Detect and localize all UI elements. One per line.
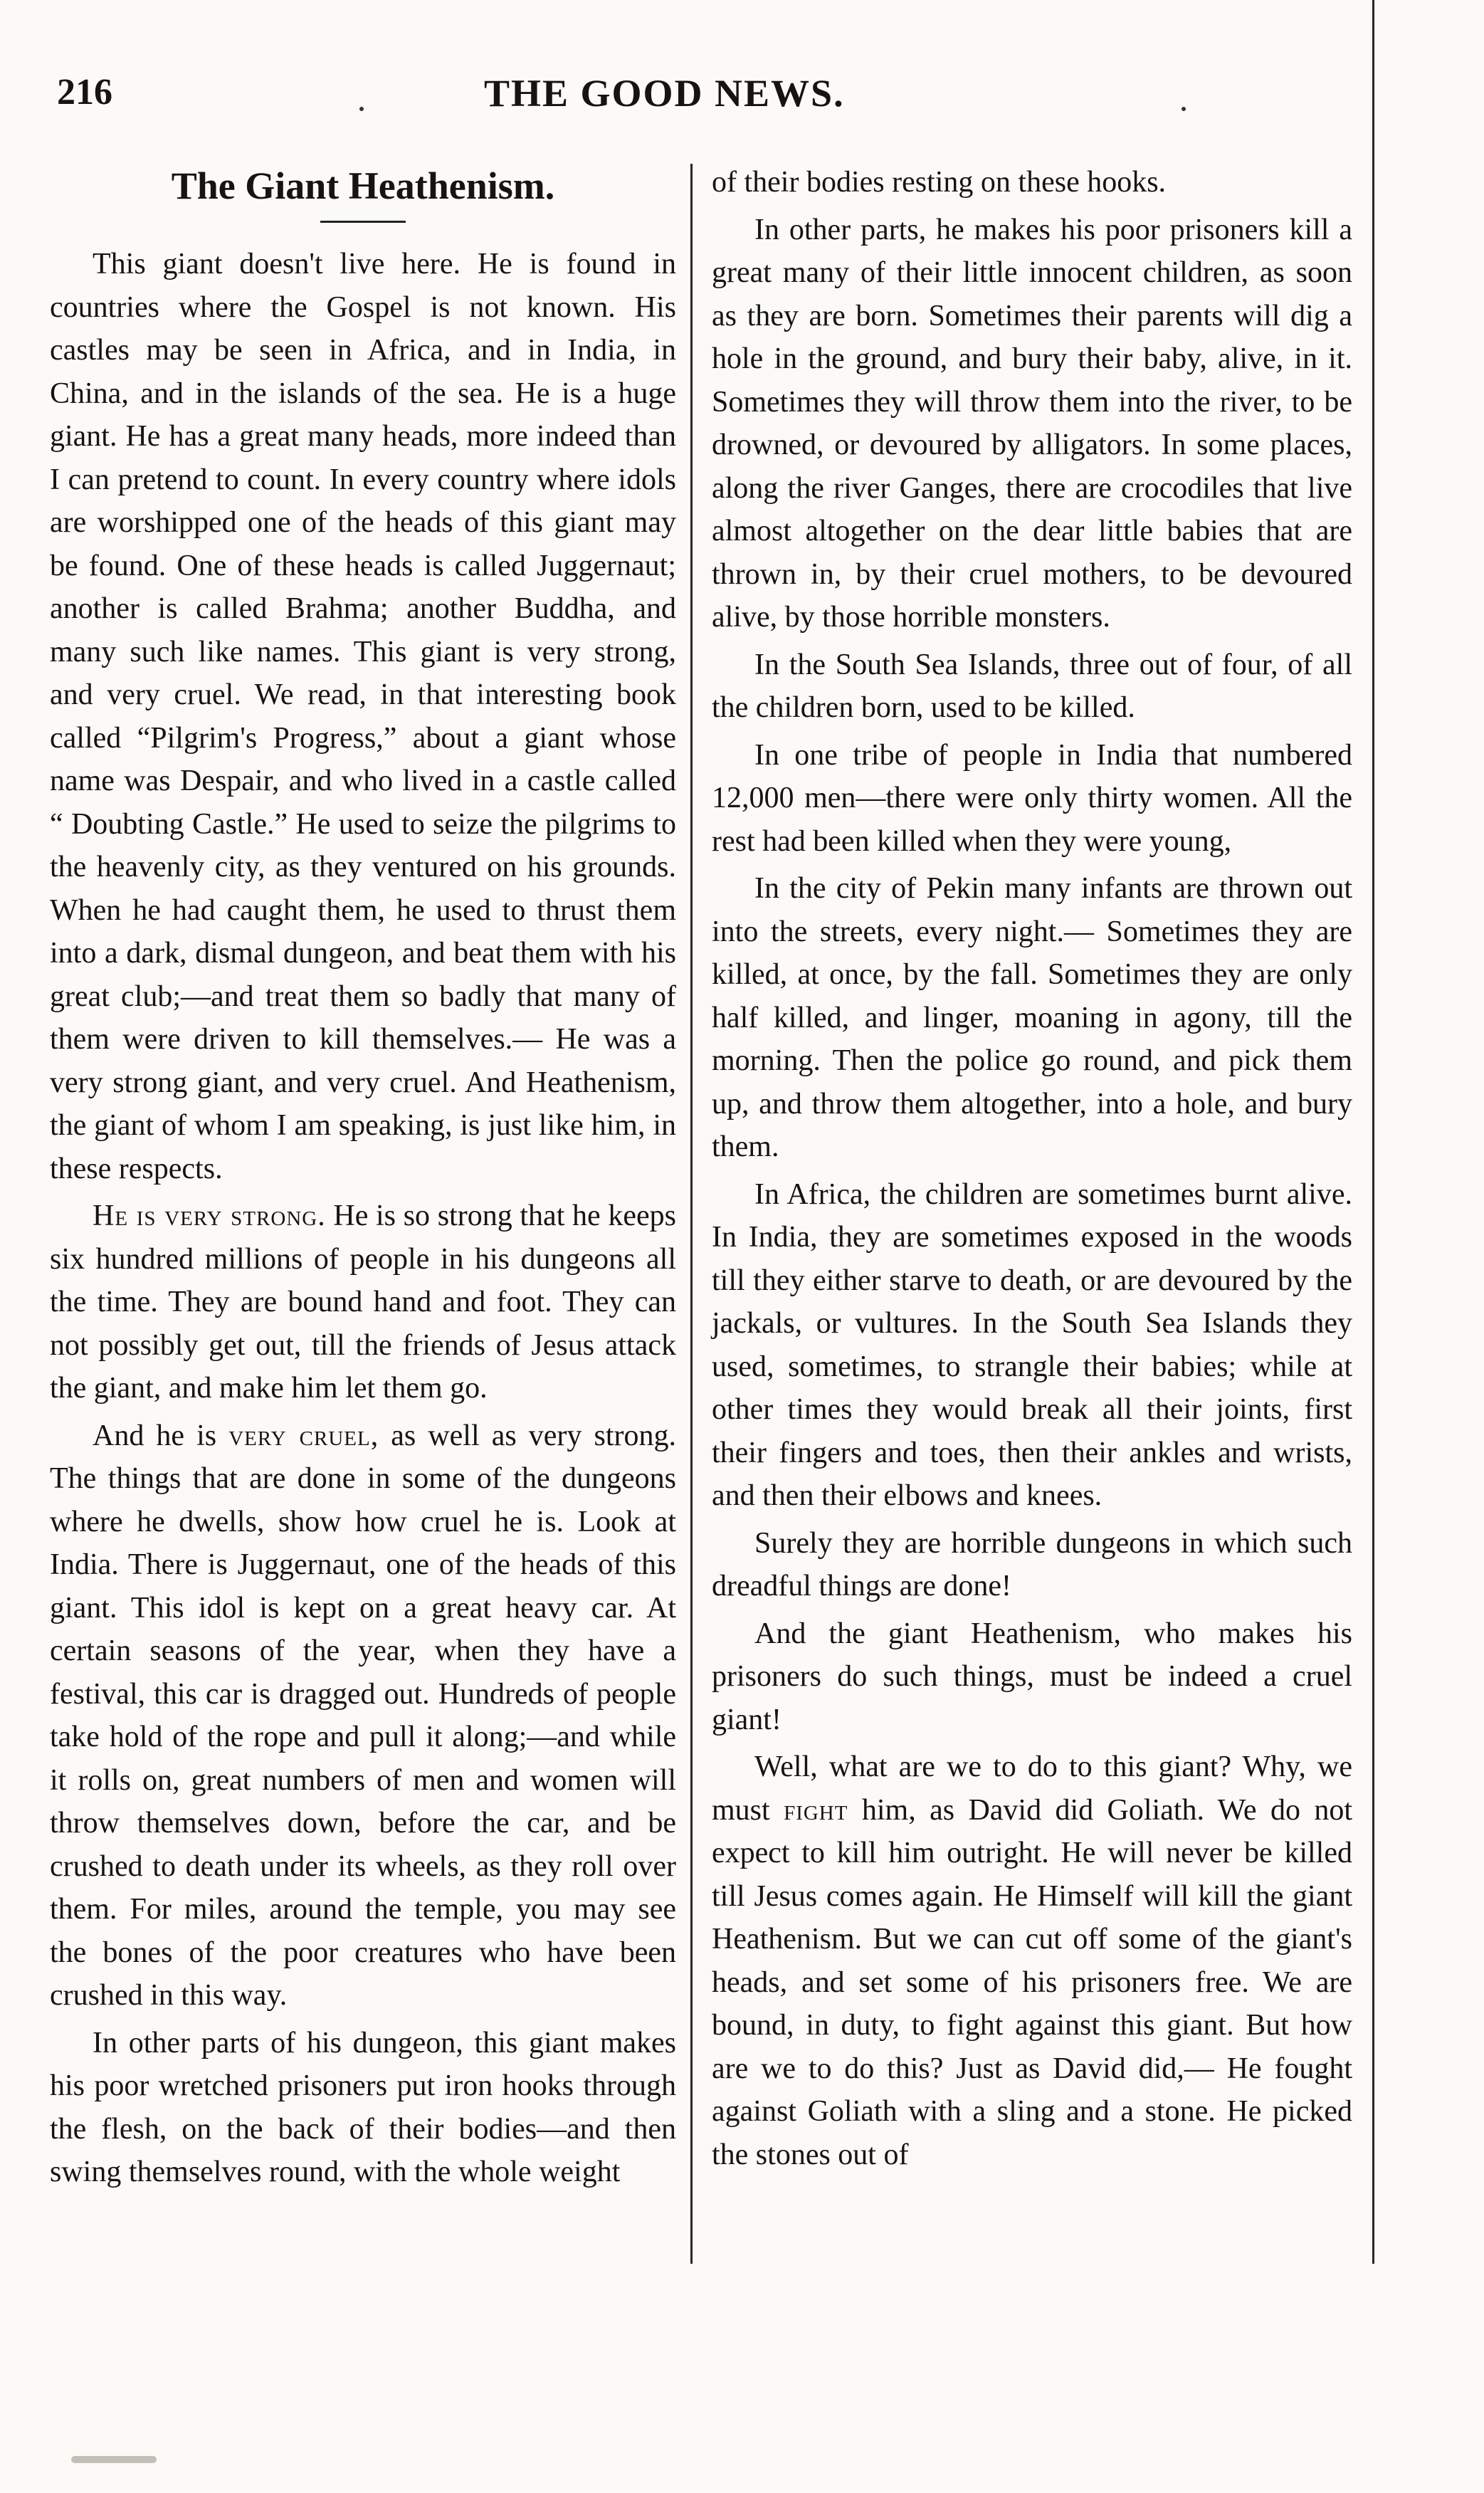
title-rule — [320, 221, 406, 223]
paragraph-text: And he is — [93, 1419, 229, 1452]
right-column — [712, 161, 1352, 2180]
page-edge-rule — [1372, 0, 1374, 2264]
paragraph: In other parts of his dungeon, this giant makes his poor wretched prisoners put iron hooks through the flesh, on the back of their bodies—and then swing themselves round, with the whole weight — [50, 2026, 676, 2188]
small-caps-lead: He is very strong. — [93, 1200, 326, 1232]
paragraph-text: him, as David did Goliath. We do not expect to kill him outright. He will never be killed till Jesus comes again. He Himself will kill the giant Heathenism. But we can cut off some of the giant's heads, and set some of his prisoners free. We are bound, in duty, to fight against this giant. But how are we to do this? Just as David did,— He fought against Goliath with a sling and a stone. He picked the stones out of — [712, 1793, 1352, 2171]
paragraph-text: He is so strong that he keeps six hundred millions of people in his dungeons all the time. They are bound hand and foot. They can not possibly get out, till the friends of Jesus attack the giant, and make him let them go. — [50, 1200, 676, 1405]
paragraph: In other parts, he makes his poor prisoners kill a great many of their little innocent children, as soon as they are born. Sometimes their parents will dig a hole in the ground, and bury their baby, alive, in it. Sometimes they will throw them into the river, to be drowned, or devoured by alligators. In some places, along the river Ganges, there are crocodiles that live almost altogether on the dear little babies that are thrown in, by their cruel mothers, to be devoured alive, by those horrible monsters. — [712, 213, 1352, 634]
paragraph: This giant doesn't live here. He is found in countries where the Gospel is not known. His castles may be seen in Africa, and in India, in China, and in the islands of the sea. He is a huge giant. He has a great many heads, more indeed than I can pretend to count. In every country where idols are worshipped one of the heads of this giant may be found. One of these heads is called Juggernaut; another is called Brahma; another Buddha, and many such like names. This giant is very strong, and very cruel. We read, in that interesting book called “Pilgrim's Progress,” about a giant whose name was Despair, and who lived in a castle called “ Doubting Castle.” He used to seize the pilgrims to the heavenly city, as they ventured on his grounds. When he had caught them, he used to thrust them into a dark, dismal dungeon, and beat them with his great club;—and treat them so badly that many of them were driven to kill themselves.— He was a very strong giant, and very cruel. And Heathenism, the giant of whom I am speaking, is just like him, in these respects. — [50, 248, 676, 1185]
paragraph: In the city of Pekin many infants are thrown out into the streets, every night.— Sometimes they are killed, at once, by the fall. Sometimes they are only half killed, and linger, moaning in agony, till the morning. Then the police go round, and pick them up, and throw them altogether, into a hole, and bury them. — [712, 872, 1352, 1163]
paragraph: In the South Sea Islands, three out of four, of all the children born, used to be killed. — [712, 648, 1352, 724]
paragraph-fight — [712, 1746, 1352, 2176]
paragraph-strong — [50, 1195, 676, 1410]
ink-smudge — [71, 2456, 157, 2463]
article-title: The Giant Heathenism. — [171, 164, 555, 207]
print-speck — [359, 107, 364, 111]
paragraph: Surely they are horrible dungeons in which such dreadful things are done! — [712, 1526, 1352, 1602]
paragraph-text: Well, what are we to do to this giant? Why, we must — [712, 1751, 1352, 1827]
paragraph: In one tribe of people in India that numbered 12,000 men—there were only thirty women. All the rest had been killed when they were young, — [712, 738, 1352, 858]
print-speck — [1182, 107, 1186, 111]
paragraph: In Africa, the children are sometimes burnt alive. In India, they are sometimes exposed in the woods till they either starve to death, or are devoured by the jackals, or vultures. In the South Sea Islands they used, sometimes, to strangle their babies; while at other times they would break all their joints, first their fingers and toes, then their ankles and wrists, and then their elbows and knees. — [712, 1177, 1352, 1512]
left-column — [50, 161, 676, 2198]
paragraph: And the giant Heathenism, who makes his prisoners do such things, must be indeed a cruel giant! — [712, 1617, 1352, 1736]
column-divider — [690, 164, 693, 2264]
running-header — [57, 71, 1196, 128]
paragraph-continuation: of their bodies resting on these hooks. — [712, 166, 1167, 199]
paragraph-cruel — [50, 1415, 676, 2017]
paragraph-text: as well as very strong. The things that are done in some of the dungeons where he dwells, show how cruel he is. Look at India. There is Juggernaut, one of the heads of this giant. This idol is kept on a great heavy car. At certain seasons of the year, when they have a festival, this car is dragged out. Hundreds of people take hold of the rope and pull it along;—and while it rolls on, great numbers of men and women will throw themselves down, before the car, and be crushed to death under its wheels, as they roll over them. For miles, around the temple, you may see the bones of the poor creatures who have been crushed in this way. — [50, 1419, 676, 2012]
small-caps-emphasis: very cruel, — [228, 1419, 379, 1452]
page-number: 216 — [57, 72, 112, 112]
running-title: THE GOOD NEWS. — [484, 72, 845, 115]
small-caps-emphasis: fight — [784, 1793, 848, 1827]
